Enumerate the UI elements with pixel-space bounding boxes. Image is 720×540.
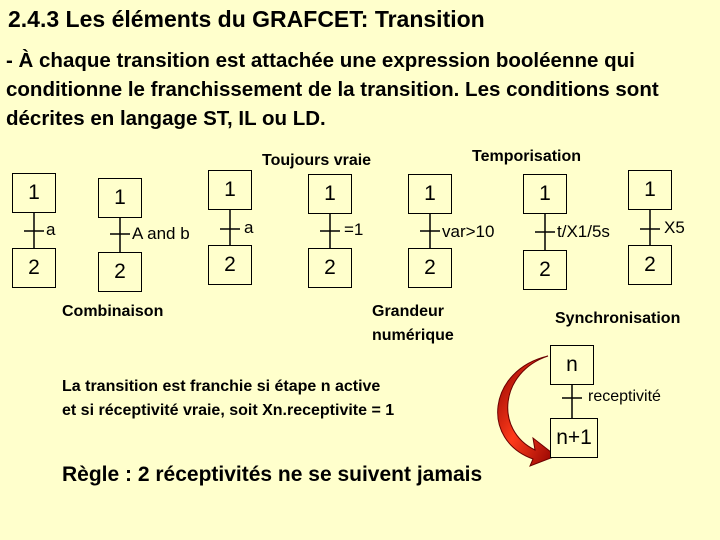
step-box: 2 (12, 248, 56, 288)
slide-title: 2.4.3 Les éléments du GRAFCET: Transition (8, 6, 485, 32)
step-n-plus-1-box: n+1 (550, 418, 598, 458)
caption-synchronisation: Synchronisation (555, 310, 681, 327)
step-box: 2 (408, 248, 452, 288)
header-temporisation: Temporisation (472, 148, 582, 165)
transition-condition: X5 (664, 218, 685, 237)
step-box: 1 (208, 170, 252, 210)
header-toujours-vraie: Toujours vraie (262, 152, 372, 169)
step-box: 2 (308, 248, 352, 288)
step-box: 1 (12, 173, 56, 213)
step-box: 1 (628, 170, 672, 210)
receptivity-label: receptivité (588, 388, 661, 405)
step-box: 1 (408, 174, 452, 214)
step-box: 2 (523, 250, 567, 290)
step-box: 1 (308, 174, 352, 214)
transition-condition: a (46, 220, 56, 239)
note-line-1: La transition est franchie si étape n active (62, 378, 381, 395)
caption-combinaison: Combinaison (62, 303, 164, 320)
transition-condition: t/X1/5s (557, 222, 610, 241)
transition-condition: =1 (344, 220, 364, 239)
caption-numerique: numérique (372, 327, 454, 344)
step-box: 1 (98, 178, 142, 218)
transition-condition: var>10 (442, 222, 495, 241)
transition-condition: A and b (132, 224, 190, 243)
transition-condition: a (244, 218, 254, 237)
rule-text: Règle : 2 réceptivités ne se suivent jamais (62, 463, 483, 486)
intro-text: - À chaque transition est attachée une expression booléenne qui conditionne le franchissement de la transition. Les conditions sont décrites en langage ST, IL ou LD. (6, 49, 659, 130)
step-n-box: n (550, 345, 594, 385)
caption-grandeur: Grandeur (372, 303, 445, 320)
step-box: 2 (628, 245, 672, 285)
step-box: 2 (98, 252, 142, 292)
step-box: 1 (523, 174, 567, 214)
step-box: 2 (208, 245, 252, 285)
note-line-2: et si réceptivité vraie, soit Xn.receptivite = 1 (62, 402, 395, 419)
